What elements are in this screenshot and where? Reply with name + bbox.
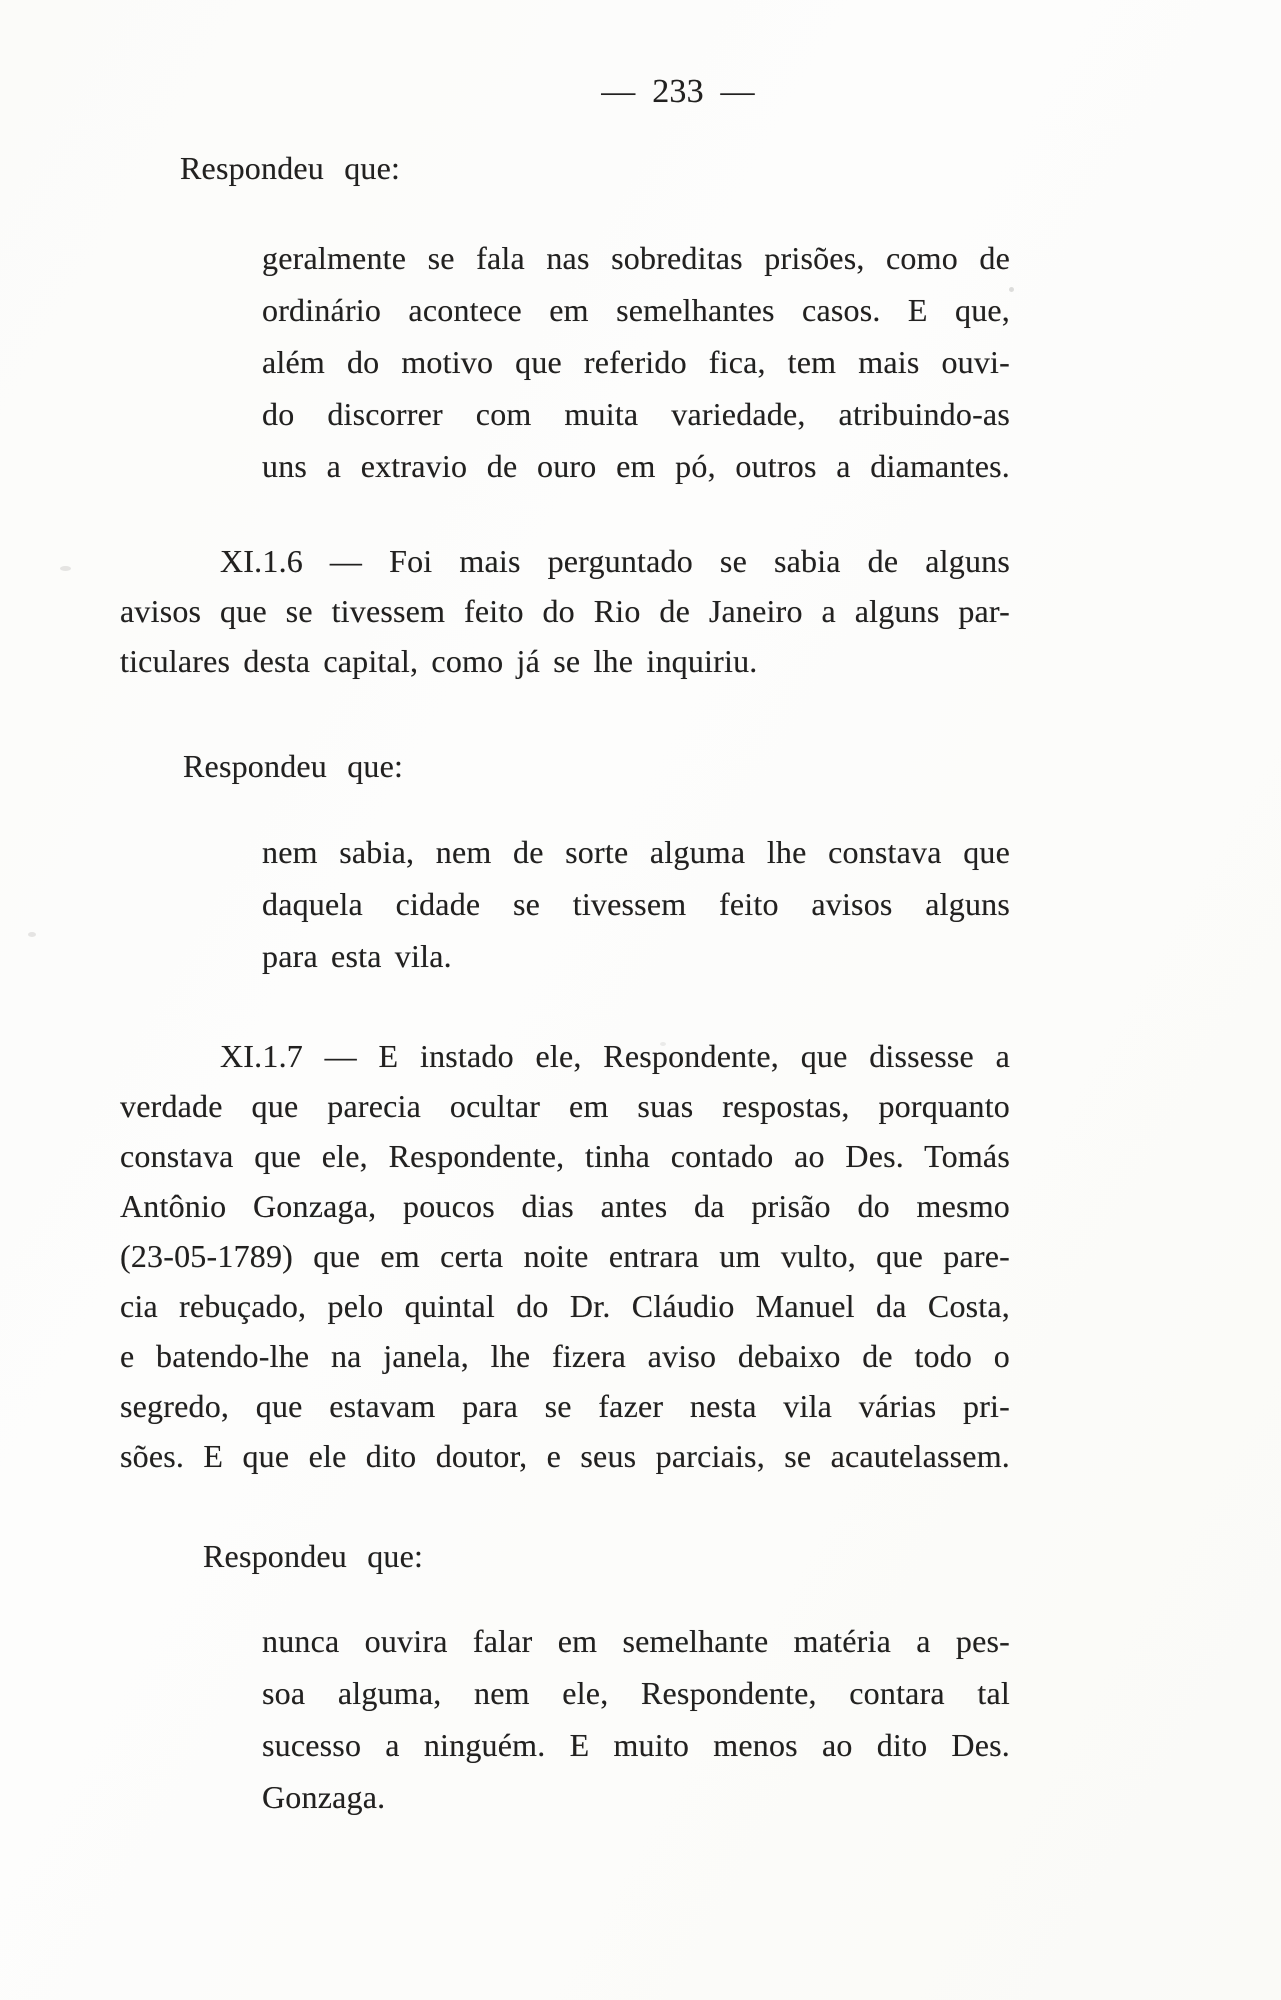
text-line: sões. E que ele dito doutor, e seus parciais, se acautelassem. bbox=[120, 1438, 1010, 1474]
text-line: XI.1.6 — Foi mais perguntado se sabia de alguns bbox=[220, 543, 1010, 579]
text-line: nem sabia, nem de sorte alguma lhe constava que bbox=[262, 834, 1010, 870]
scan-speck bbox=[28, 932, 36, 937]
scan-speck bbox=[660, 1042, 666, 1046]
text-line: soa alguma, nem ele, Respondente, contara tal bbox=[262, 1675, 1010, 1711]
text-line: constava que ele, Respondente, tinha contado ao Des. Tomás bbox=[120, 1138, 1010, 1174]
text-line: (23-05-1789) que em certa noite entrara um vulto, que pare- bbox=[120, 1238, 1010, 1274]
text-line: nunca ouvira falar em semelhante matéria a pes- bbox=[262, 1623, 1010, 1659]
question-paragraph-xi16 bbox=[120, 536, 1010, 686]
answer-block-2 bbox=[262, 826, 1010, 982]
scan-speck bbox=[60, 566, 71, 571]
answer-block-1 bbox=[262, 232, 1010, 492]
text-line: do discorrer com muita variedade, atribuindo-as bbox=[262, 396, 1010, 432]
text-line: daquela cidade se tivessem feito avisos alguns bbox=[262, 886, 1010, 922]
response-label-3: Respondeu que: bbox=[203, 1538, 424, 1574]
text-line: e batendo-lhe na janela, lhe fizera aviso debaixo de todo o bbox=[120, 1338, 1010, 1374]
text-line: verdade que parecia ocultar em suas respostas, porquanto bbox=[120, 1088, 1010, 1124]
text-line: sucesso a ninguém. E muito menos ao dito Des. bbox=[262, 1727, 1010, 1763]
text-line: uns a extravio de ouro em pó, outros a diamantes. bbox=[262, 448, 1010, 484]
text-line: avisos que se tivessem feito do Rio de Janeiro a alguns par- bbox=[120, 593, 1010, 629]
text-line: geralmente se fala nas sobreditas prisões, como de bbox=[262, 240, 1010, 276]
text-line: XI.1.7 — E instado ele, Respondente, que dissesse a bbox=[220, 1038, 1010, 1074]
text-line: Antônio Gonzaga, poucos dias antes da prisão do mesmo bbox=[120, 1188, 1010, 1224]
response-label-2: Respondeu que: bbox=[183, 748, 404, 784]
text-line: ordinário acontece em semelhantes casos. E que, bbox=[262, 292, 1010, 328]
scan-speck bbox=[1009, 287, 1014, 292]
text-line: cia rebuçado, pelo quintal do Dr. Cláudio Manuel da Costa, bbox=[120, 1288, 1010, 1324]
text-line: segredo, que estavam para se fazer nesta vila várias pri- bbox=[120, 1388, 1010, 1424]
page-number: — 233 — bbox=[601, 73, 755, 110]
answer-block-3 bbox=[262, 1615, 1010, 1823]
text-line: para esta vila. bbox=[262, 938, 452, 974]
text-line: Gonzaga. bbox=[262, 1779, 386, 1815]
text-line: além do motivo que referido fica, tem mais ouvi- bbox=[262, 344, 1010, 380]
response-label-1: Respondeu que: bbox=[180, 150, 401, 186]
text-line: ticulares desta capital, como já se lhe inquiriu. bbox=[120, 643, 758, 679]
question-paragraph-xi17 bbox=[120, 1031, 1010, 1481]
